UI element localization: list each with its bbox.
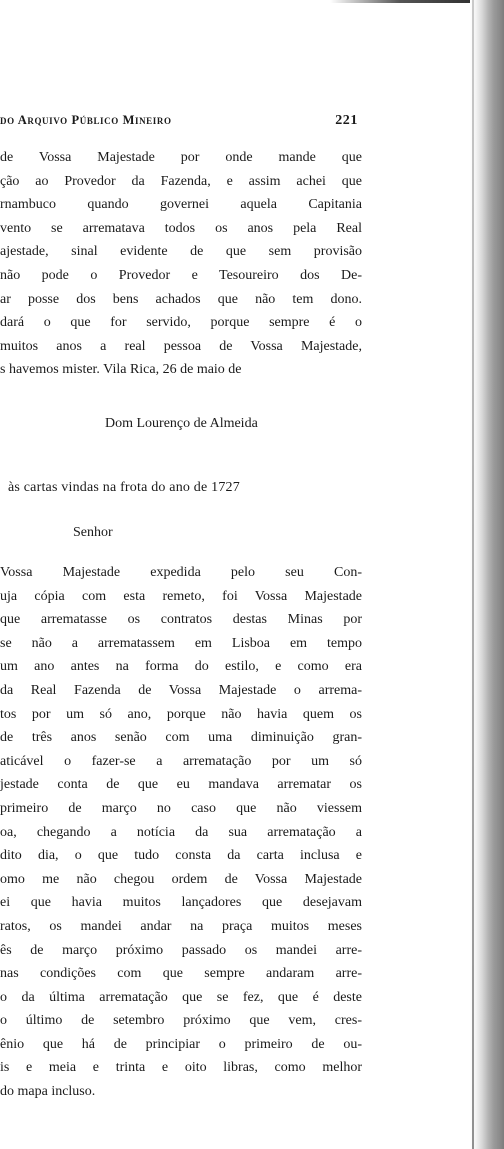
text-line: is e meia e trinta e oito libras, como melhor <box>0 1060 362 1076</box>
text-line: aticável o fazer-se a arrematação por um só <box>0 753 362 769</box>
text-line: ês de março próximo passado os mandei arre- <box>0 942 362 958</box>
text-line: um ano antes na forma do estilo, e como era <box>0 659 362 675</box>
running-header <box>0 113 358 127</box>
text-line: dito dia, o que tudo consta da carta inclusa e <box>0 848 362 864</box>
letter-heading: às cartas vindas na frota do ano de 1727 <box>8 480 240 495</box>
text-line: primeiro de março no caso que não viessem <box>0 800 362 816</box>
text-line: ção ao Provedor da Fazenda, e assim achei que <box>0 173 362 189</box>
text-line: se não a arrematassem em Lisboa em tempo <box>0 635 362 651</box>
text-line: ajestade, sinal evidente de que sem provisão <box>0 244 362 260</box>
letter-paragraph-2 <box>0 561 362 1104</box>
text-line: o último de setembro próximo que vem, cres- <box>0 1013 362 1029</box>
text-line: ênio que há de principiar o primeiro de ou- <box>0 1036 362 1052</box>
salutation: Senhor <box>73 525 113 540</box>
text-line: dará o que for servido, porque sempre é o <box>0 315 362 331</box>
text-line: jestade conta de que eu mandava arrematar os <box>0 777 362 793</box>
text-line: nas condições com que sempre andaram arre- <box>0 966 362 982</box>
text-line: tos por um só ano, porque não havia quem os <box>0 706 362 722</box>
text-line: ar posse dos bens achados que não tem dono. <box>0 291 362 307</box>
signature-line: Dom Lourenço de Almeida <box>105 416 258 431</box>
text-line: rnambuco quando governei aquela Capitania <box>0 197 362 213</box>
text-line: ei que havia muitos lançadores que desejavam <box>0 895 362 911</box>
text-line: uja cópia com esta remeto, foi Vossa Majestade <box>0 588 362 604</box>
text-line: Vossa Majestade expedida pelo seu Con- <box>0 565 362 580</box>
text-line: de Vossa Majestade por onde mande que <box>0 150 362 165</box>
text-line: s havemos mister. Vila Rica, 26 de maio de <box>0 362 242 378</box>
text-line: oa, chegando a notícia da sua arrematação a <box>0 824 362 840</box>
text-line: ratos, os mandei andar na praça muitos meses <box>0 918 362 934</box>
book-gutter <box>470 0 504 1149</box>
page-number: 221 <box>335 113 358 128</box>
text-line: de três anos senão com uma diminuição gran- <box>0 730 362 746</box>
letter-paragraph-1 <box>0 146 362 382</box>
running-header-title: do Arquivo Público Mineiro <box>0 113 172 127</box>
text-line: da Real Fazenda de Vossa Majestade o arrema- <box>0 682 362 698</box>
text-line: o da última arrematação que se fez, que é deste <box>0 989 362 1005</box>
text-line: não pode o Provedor e Tesoureiro dos De- <box>0 267 362 283</box>
text-line: muitos anos a real pessoa de Vossa Majestade, <box>0 338 362 354</box>
page-binding-edge <box>472 0 474 1149</box>
text-line: que arrematasse os contratos destas Minas por <box>0 612 362 628</box>
text-line: do mapa incluso. <box>0 1084 96 1100</box>
text-line: vento se arrematava todos os anos pela Real <box>0 220 362 236</box>
text-line: omo me não chegou ordem de Vossa Majestade <box>0 871 362 887</box>
